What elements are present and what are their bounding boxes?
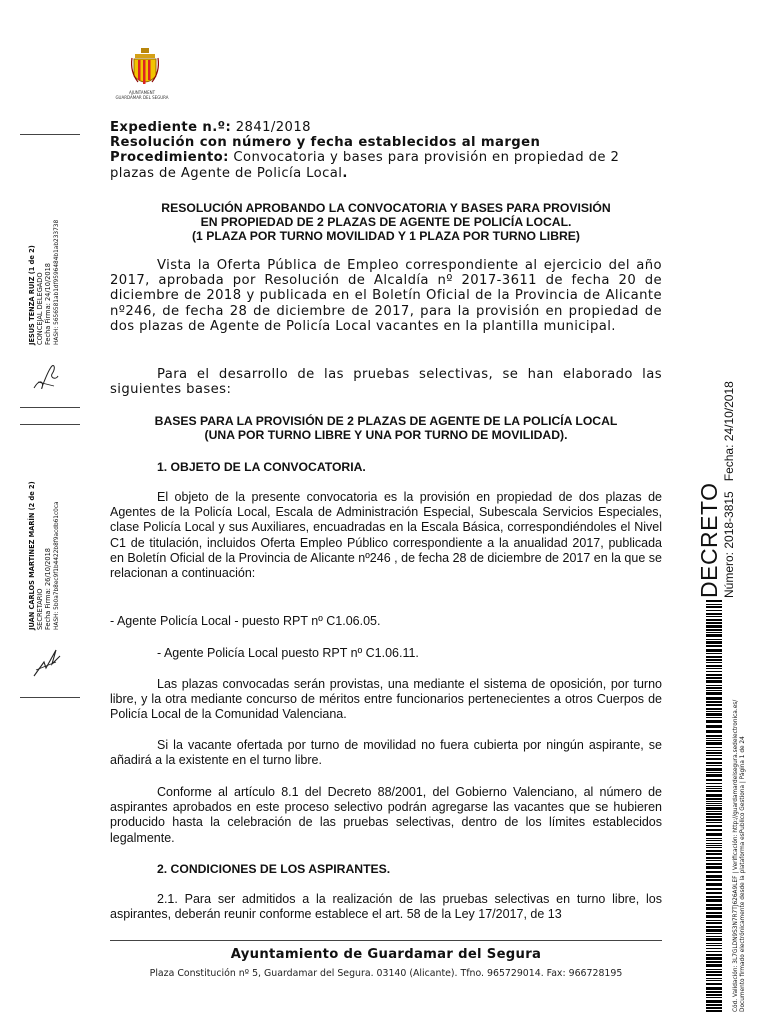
bases-title-line2: (UNA POR TURNO LIBRE Y UNA POR TURNO DE MOVILIDAD). bbox=[204, 428, 568, 442]
footer-organization: Ayuntamiento de Guardamar del Segura bbox=[230, 947, 542, 962]
signer-1-role: CONCEJAL DELEGADO bbox=[36, 272, 44, 345]
decreto-meta bbox=[722, 381, 736, 598]
logo-caption-line1: AJUNTAMENT bbox=[128, 90, 156, 95]
section-1-heading: 1. OBJETO DE LA CONVOCATORIA. bbox=[157, 460, 366, 474]
barcode bbox=[706, 600, 722, 1012]
logo-caption-line2: GUARDAMAR DEL SEGURA bbox=[115, 95, 169, 100]
rpt-item-1: - Agente Policía Local - puesto RPT nº C1.06.05. bbox=[110, 614, 381, 628]
signer-1-hash: HASH: 5656581ab1df9596484b1ab233738 bbox=[54, 219, 60, 345]
decreto-date: Fecha: 24/10/2018 bbox=[722, 381, 736, 482]
decreto-label: DECRETO bbox=[696, 482, 722, 598]
footer-address: Plaza Constitución nº 5, Guardamar del Segura. 03140 (Alicante). Tfno. 965729014. Fax: 966728195 bbox=[149, 968, 623, 979]
section-1-paragraph-2: Las plazas convocadas serán provistas, una mediante el sistema de oposición, por turno libre, y la otra mediante concurso de méritos entre funcionarios pertenecientes a otros Cuerpos de Policía Local de la Comunidad Valenciana. bbox=[110, 677, 662, 722]
signer-2-role: SECRETARIO bbox=[36, 588, 44, 630]
resolucion-line: Resolución con número y fecha establecidos al margen bbox=[110, 135, 541, 151]
signer-2-name: JUAN CARLOS MARTINEZ MARÍN (2 de 2) bbox=[28, 481, 36, 630]
validation-line-1: Cód. Validación: 3L7GLDN9S3N7R7TJ626A9LEF | Verificación: http://guardamardelsegura.sedelectronica.es/ bbox=[733, 699, 739, 1012]
resolution-title-line1: RESOLUCIÓN APROBANDO LA CONVOCATORIA Y BASES PARA PROVISIÓN bbox=[161, 201, 611, 215]
coat-of-arms-logo bbox=[128, 48, 162, 92]
expediente-value: 2841/2018 bbox=[231, 120, 311, 135]
resolution-title-line2: EN PROPIEDAD DE 2 PLAZAS DE AGENTE DE POLICÍA LOCAL. bbox=[200, 215, 572, 229]
validation-line-2: Documento firmado electrónicamente desde la plataforma esPublico Gestiona | Página 1 de 24 bbox=[740, 736, 746, 1012]
signature-2-image bbox=[30, 640, 62, 680]
section-2-heading: 2. CONDICIONES DE LOS ASPIRANTES. bbox=[157, 862, 391, 876]
logo-caption bbox=[106, 90, 178, 100]
section-1-paragraph-3: Si la vacante ofertada por turno de movilidad no fuera cubierta por ningún aspirante, se añadirá a la existente en el turno libre. bbox=[110, 738, 662, 768]
section-2-paragraph: 2.1. Para ser admitidos a la realización de las pruebas selectivas en turno libre, los aspirantes, deberán reunir conforme establece el art. 58 de la Ley 17/2017, de 13 bbox=[110, 892, 662, 922]
decreto-number: Número: 2018-3815 bbox=[722, 491, 736, 598]
expediente-label: Expediente n.º: bbox=[110, 120, 232, 135]
intro-paragraph: Vista la Oferta Pública de Empleo correspondiente al ejercicio del año 2017, aprobada por Resolución de Alcaldía nº 2017-3611 de fecha 20 de diciembre de 2018 y publicada en el Boletín Oficial de la Provincia de Alicante nº246, de fecha 28 de diciembre de 2017, para la provisión en propiedad de dos plazas de Agente de Policía Local vacantes en la plantilla municipal. bbox=[110, 258, 662, 334]
signer-2-hash: HASH: 5b0a7b8ec9f1b4422b8f9acdb61c0ca bbox=[54, 501, 60, 630]
resolution-title bbox=[110, 201, 662, 243]
signer-1-name: JESUS TENZA RUIZ (1 de 2) bbox=[28, 245, 36, 345]
procedimiento-label: Procedimiento: bbox=[110, 150, 229, 166]
rpt-item-2: - Agente Policía Local puesto RPT nº C1.06.11. bbox=[157, 646, 419, 660]
validation-text bbox=[733, 700, 747, 1012]
procedimiento-end: . bbox=[342, 165, 348, 181]
signer-2-date: Fecha Firma: 26/10/2018 bbox=[44, 548, 52, 630]
signer-1-date: Fecha Firma: 24/10/2018 bbox=[44, 263, 52, 345]
section-1-paragraph-4: Conforme al artículo 8.1 del Decreto 88/2001, del Gobierno Valenciano, al número de aspirantes aprobados en este proceso selectivo podrán agregarse las vacantes que se hubieren producido hasta la celebración de las pruebas selectivas, dentro de los límites establecidos legalmente. bbox=[110, 785, 662, 845]
expediente-block bbox=[110, 120, 662, 181]
signature-2-text bbox=[28, 481, 52, 630]
signature-1-image bbox=[30, 358, 62, 394]
bases-title bbox=[110, 414, 662, 442]
section-1-paragraph: El objeto de la presente convocatoria es la provisión en propiedad de dos plazas de Agentes de la Policía Local, Escala de Administración Especial, Subescala Servicios Especiales, clase Policía Local y sus Auxiliares, encuadradas en la Escala Básica, correspondiéndoles el Nivel C1 de titulación, incluidos Oferta Empleo Público correspondiente a la anualidad 2017, publicada en Boletín Oficial de la Provincia de Alicante nº246 , de fecha 28 de diciembre de 2017 en la que se relacionan a continuación: bbox=[110, 490, 662, 581]
bases-title-line1: BASES PARA LA PROVISIÓN DE 2 PLAZAS DE AGENTE DE LA POLICÍA LOCAL bbox=[154, 414, 618, 428]
intro-paragraph-2: Para el desarrollo de las pruebas selectivas, se han elaborado las siguientes bases: bbox=[110, 367, 662, 398]
signature-1-text bbox=[28, 245, 52, 345]
footer-divider bbox=[110, 940, 662, 941]
procedimiento-value: Convocatoria y bases para provisión en propiedad de 2 plazas de Agente de Policía Local bbox=[110, 150, 620, 181]
resolution-title-line3: (1 PLAZA POR TURNO MOVILIDAD Y 1 PLAZA POR TURNO LIBRE) bbox=[192, 229, 580, 243]
